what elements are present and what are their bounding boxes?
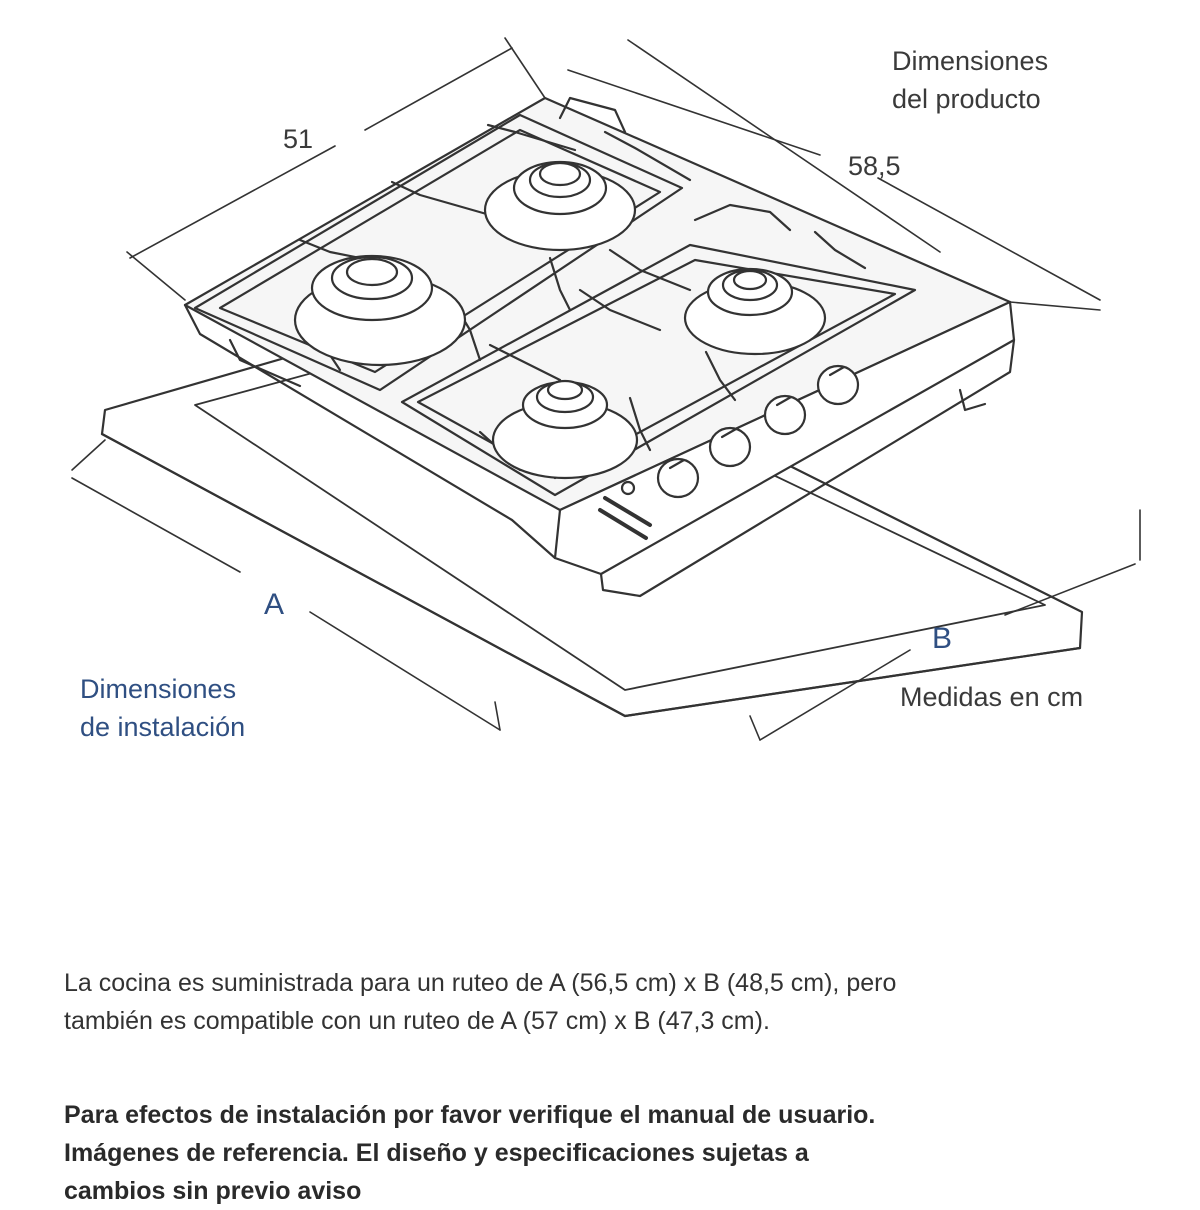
disclaimer-line: Imágenes de referencia. El diseño y especificaciones sujetas a [64,1139,809,1167]
install-dimensions-label: Dimensiones de instalación [80,674,246,742]
knob-4 [818,366,858,404]
cutout-a-label: A [264,588,285,621]
knob-1 [658,459,698,497]
width-dimension-label: 51 [283,124,314,154]
knob-2 [710,428,750,466]
product-dimensions-label: Dimensiones del producto [892,46,1049,114]
cutout-note-line: también es compatible con un ruteo de A (57 cm) x B (47,3 cm). [64,1007,770,1035]
knob-3 [765,396,805,434]
disclaimer [64,1096,1154,1210]
cutout-b-label: B [932,622,953,655]
cutout-note-line: La cocina es suministrada para un ruteo de A (56,5 cm) x B (48,5 cm), pero [64,969,897,997]
disclaimer-line: cambios sin previo aviso [64,1177,362,1205]
units-label: Medidas en cm [900,682,1084,712]
disclaimer-line: Para efectos de instalación por favor verifique el manual de usuario. [64,1101,876,1129]
depth-dimension-label: 58,5 [848,151,901,181]
cutout-note [64,964,1154,1040]
